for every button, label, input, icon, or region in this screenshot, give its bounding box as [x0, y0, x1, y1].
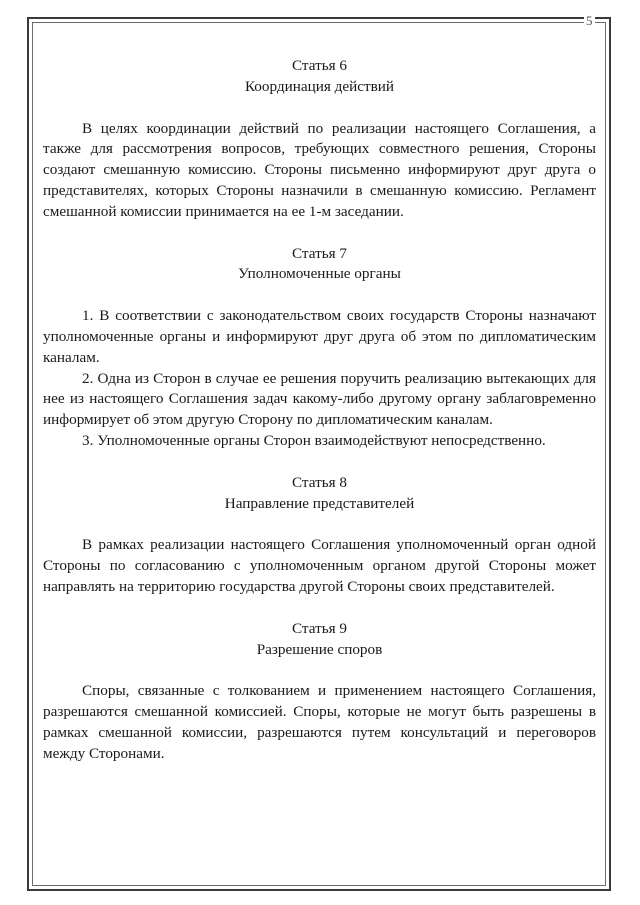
article-7	[43, 244, 596, 452]
article-paragraph: В рамках реализации настоящего Соглашения уполномоченный орган одной Стороны по согласованию с уполномоченным органом другой Стороны может направлять на территорию государства другой Стороны своих представителей.	[43, 536, 596, 595]
article-number: Статья 6	[291, 57, 348, 74]
article-paragraph: В целях координации действий по реализации настоящего Соглашения, а также для рассмотрения вопросов, требующих совместного решения, Стороны создают смешанную комиссию. Стороны письменно информируют друг друга о представителях, которых Стороны назначили в смешанную комиссию. Регламент смешанной комиссии принимается на ее 1-м заседании.	[43, 119, 596, 220]
article-number: Статья 7	[291, 244, 348, 262]
article-6	[43, 56, 596, 223]
article-title: Координация действий	[244, 77, 395, 95]
article-9	[43, 619, 596, 765]
article-title: Направление представителей	[224, 494, 415, 512]
article-paragraph: 2. Одна из Сторон в случае ее решения поручить реализацию вытекающих для нее из настоящего Соглашения задач какому-либо другому органу заблаговременно информирует об этом другую Сторону по дипломатическим каналам.	[43, 369, 596, 429]
article-title: Уполномоченные органы	[238, 265, 401, 283]
article-paragraph: 1. В соответствии с законодательством своих государств Стороны назначают уполномоченные органы и информируют друг друга об этом по дипломатическим каналам.	[43, 307, 596, 366]
page-number: 5	[586, 13, 593, 28]
document-body	[43, 56, 596, 765]
article-paragraph: Споры, связанные с толкованием и применением настоящего Соглашения, разрешаются смешанной комиссией. Споры, которые не могут быть разрешены в рамках смешанной комиссии, разрешаются путем консультаций и переговоров между Сторонами.	[43, 682, 596, 762]
article-8	[43, 473, 596, 598]
article-number: Статья 8	[291, 473, 348, 491]
article-number: Статья 9	[291, 619, 348, 637]
article-title: Разрешение споров	[256, 640, 383, 658]
article-paragraph: 3. Уполномоченные органы Сторон взаимодействуют непосредственно.	[82, 431, 546, 449]
